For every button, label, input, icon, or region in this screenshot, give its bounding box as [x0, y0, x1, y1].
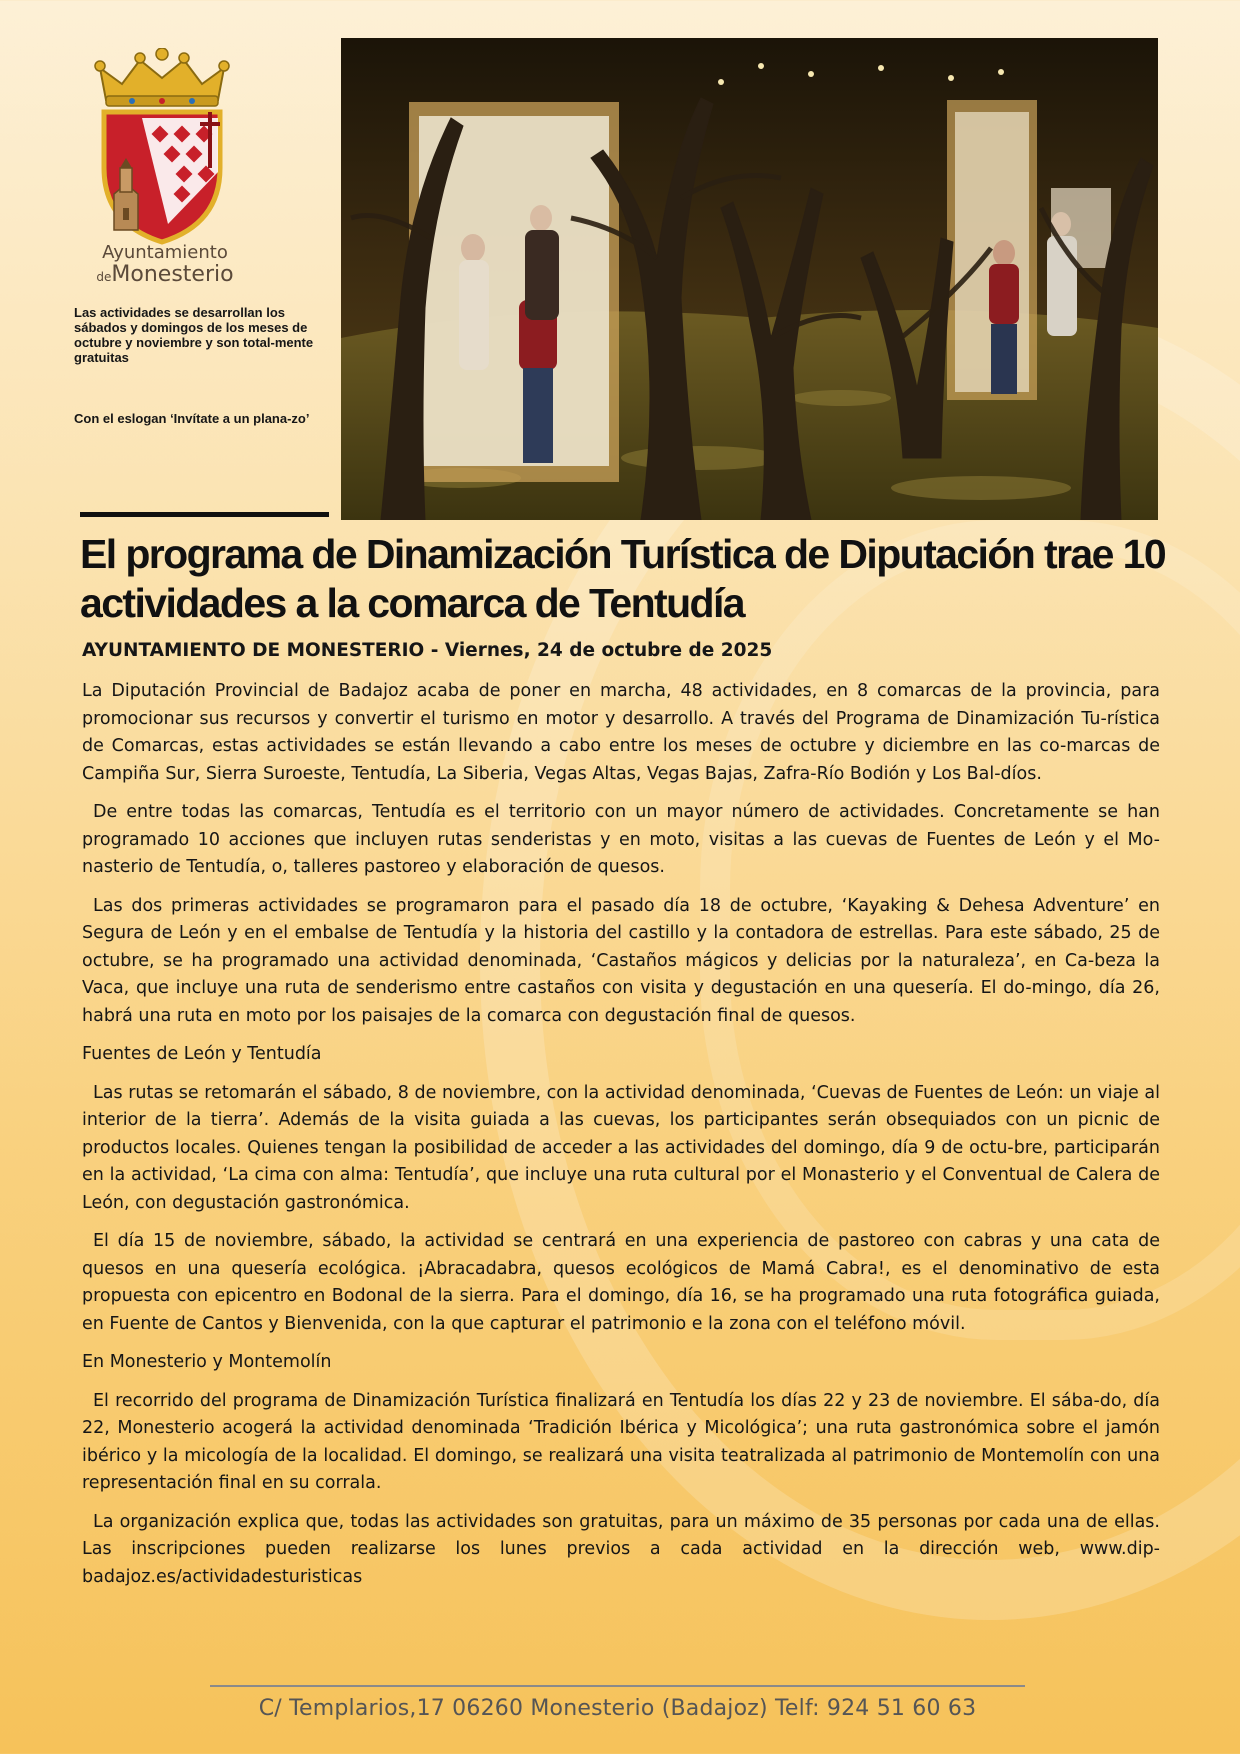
- headline: El programa de Dinamización Turística de Diputación trae 10 actividades a la comarca de Tentudía: [80, 531, 1166, 626]
- side-note-2: Con el eslogan ‘Invítate a un plana-zo’: [74, 411, 310, 426]
- article-paragraph-1: La Diputación Provincial de Badajoz acaba de poner en marcha, 48 actividades, en 8 comarcas de la provincia, para promocionar sus recursos y convertir el turismo en motor y desarrollo. A través del Programa de Dinamización Tu-rística de Comarcas, estas actividades se están llevando a cabo entre los meses de octubre y diciembre en las co-marcas de Campiña Sur, Sierra Suroeste, Tentudía, La Siberia, Vegas Altas, Vegas Bajas, Zafra-Río Bodión y Los Bal-díos.: [82, 681, 1160, 784]
- organization-name-prefix: de: [96, 269, 112, 284]
- footer-divider: [210, 1685, 1025, 1687]
- headline-rule: [80, 512, 329, 517]
- forest-exhibition-photo: [341, 38, 1158, 520]
- footer-address: C/ Templarios,17 06260 Monesterio (Badajoz) Telf: 924 51 60 63: [258, 1696, 977, 1721]
- article-paragraph-4: Las rutas se retomarán el sábado, 8 de noviembre, con la actividad denominada, ‘Cuevas de Fuentes de León: un viaje al interior de la tierra’. Además de la visita guiada a las cuevas, los participantes serán obsequiados con un picnic de productos locales. Quienes tengan la posibilidad de acceder a las actividades del domingo, día 9 de octu-bre, participarán en la actividad, ‘La cima con alma: Tentudía’, que incluye una ruta cultural por el Monasterio y el Conventual de Calera de León, con degustación gastronómica.: [82, 1082, 1160, 1213]
- article-paragraph-7: La organización explica que, todas las actividades son gratuitas, para un máximo de 35 personas por cada una de ellas. Las inscripciones pueden realizarse los lunes previos a cada actividad en la dirección web, www.dip-badajoz.es/actividadesturisticas: [82, 1511, 1160, 1587]
- side-note-1: Las actividades se desarrollan los sábados y domingos de los meses de octubre y noviembre y son total-mente gratuitas: [74, 305, 314, 365]
- article-paragraph-2: De entre todas las comarcas, Tentudía es el territorio con un mayor número de actividades. Concretamente se han programado 10 acciones que incluyen rutas senderistas y en moto, visitas a las cuevas de Fuentes de León y el Mo-nasterio de Tentudía, o, talleres pastoreo y elaboración de quesos.: [82, 802, 1160, 877]
- article-subheading-2: En Monesterio y Montemolín: [82, 1352, 332, 1372]
- byline: AYUNTAMIENTO DE MONESTERIO - Viernes, 24 de octubre de 2025: [82, 640, 773, 661]
- article-paragraph-6: El recorrido del programa de Dinamización Turística finalizará en Tentudía los días 22 y 23 de noviembre. El sába-do, día 22, Monesterio acogerá la actividad denominada ‘Tradición Ibérica y Micológica’; una ruta gastronómica sobre el jamón ibérico y la micología de la localidad. El domingo, se realizará una visita teatralizada al patrimonio de Montemolín con una representación final en su corrala.: [82, 1390, 1160, 1493]
- article-subheading-1: Fuentes de León y Tentudía: [82, 1044, 322, 1064]
- organization-name-line1: Ayuntamiento: [102, 242, 228, 263]
- organization-name-line2: Monesterio: [111, 261, 234, 287]
- article-body: [82, 678, 1160, 1602]
- coat-of-arms-icon: [92, 48, 232, 248]
- organization-name: [70, 244, 260, 286]
- article-paragraph-3: Las dos primeras actividades se programaron para el pasado día 18 de octubre, ‘Kayaking & Dehesa Adventure’ en Segura de León y en el embalse de Tentudía y la historia del castillo y la contadora de estrellas. Para este sábado, 25 de octubre, se ha programado una actividad denominada, ‘Castaños mágicos y delicias por la naturaleza’, en Ca-beza la Vaca, que incluye una ruta de senderismo entre castaños con visita y degustación en una quesería. El do-mingo, día 26, habrá una ruta en moto por los paisajes de la comarca con degustación final de quesos.: [82, 895, 1160, 1026]
- article-paragraph-5: El día 15 de noviembre, sábado, la actividad se centrará en una experiencia de pastoreo con cabras y una cata de quesos en una quesería ecológica. ¡Abracadabra, quesos ecológicos de Mamá Cabra!, es el denominativo de esta propuesta con epicentro en Bodonal de la sierra. Para el domingo, día 16, se ha programado una ruta fotográfica guiada, en Fuente de Cantos y Bienvenida, con la que capturar el patrimonio e la zona con el teléfono móvil.: [82, 1231, 1160, 1334]
